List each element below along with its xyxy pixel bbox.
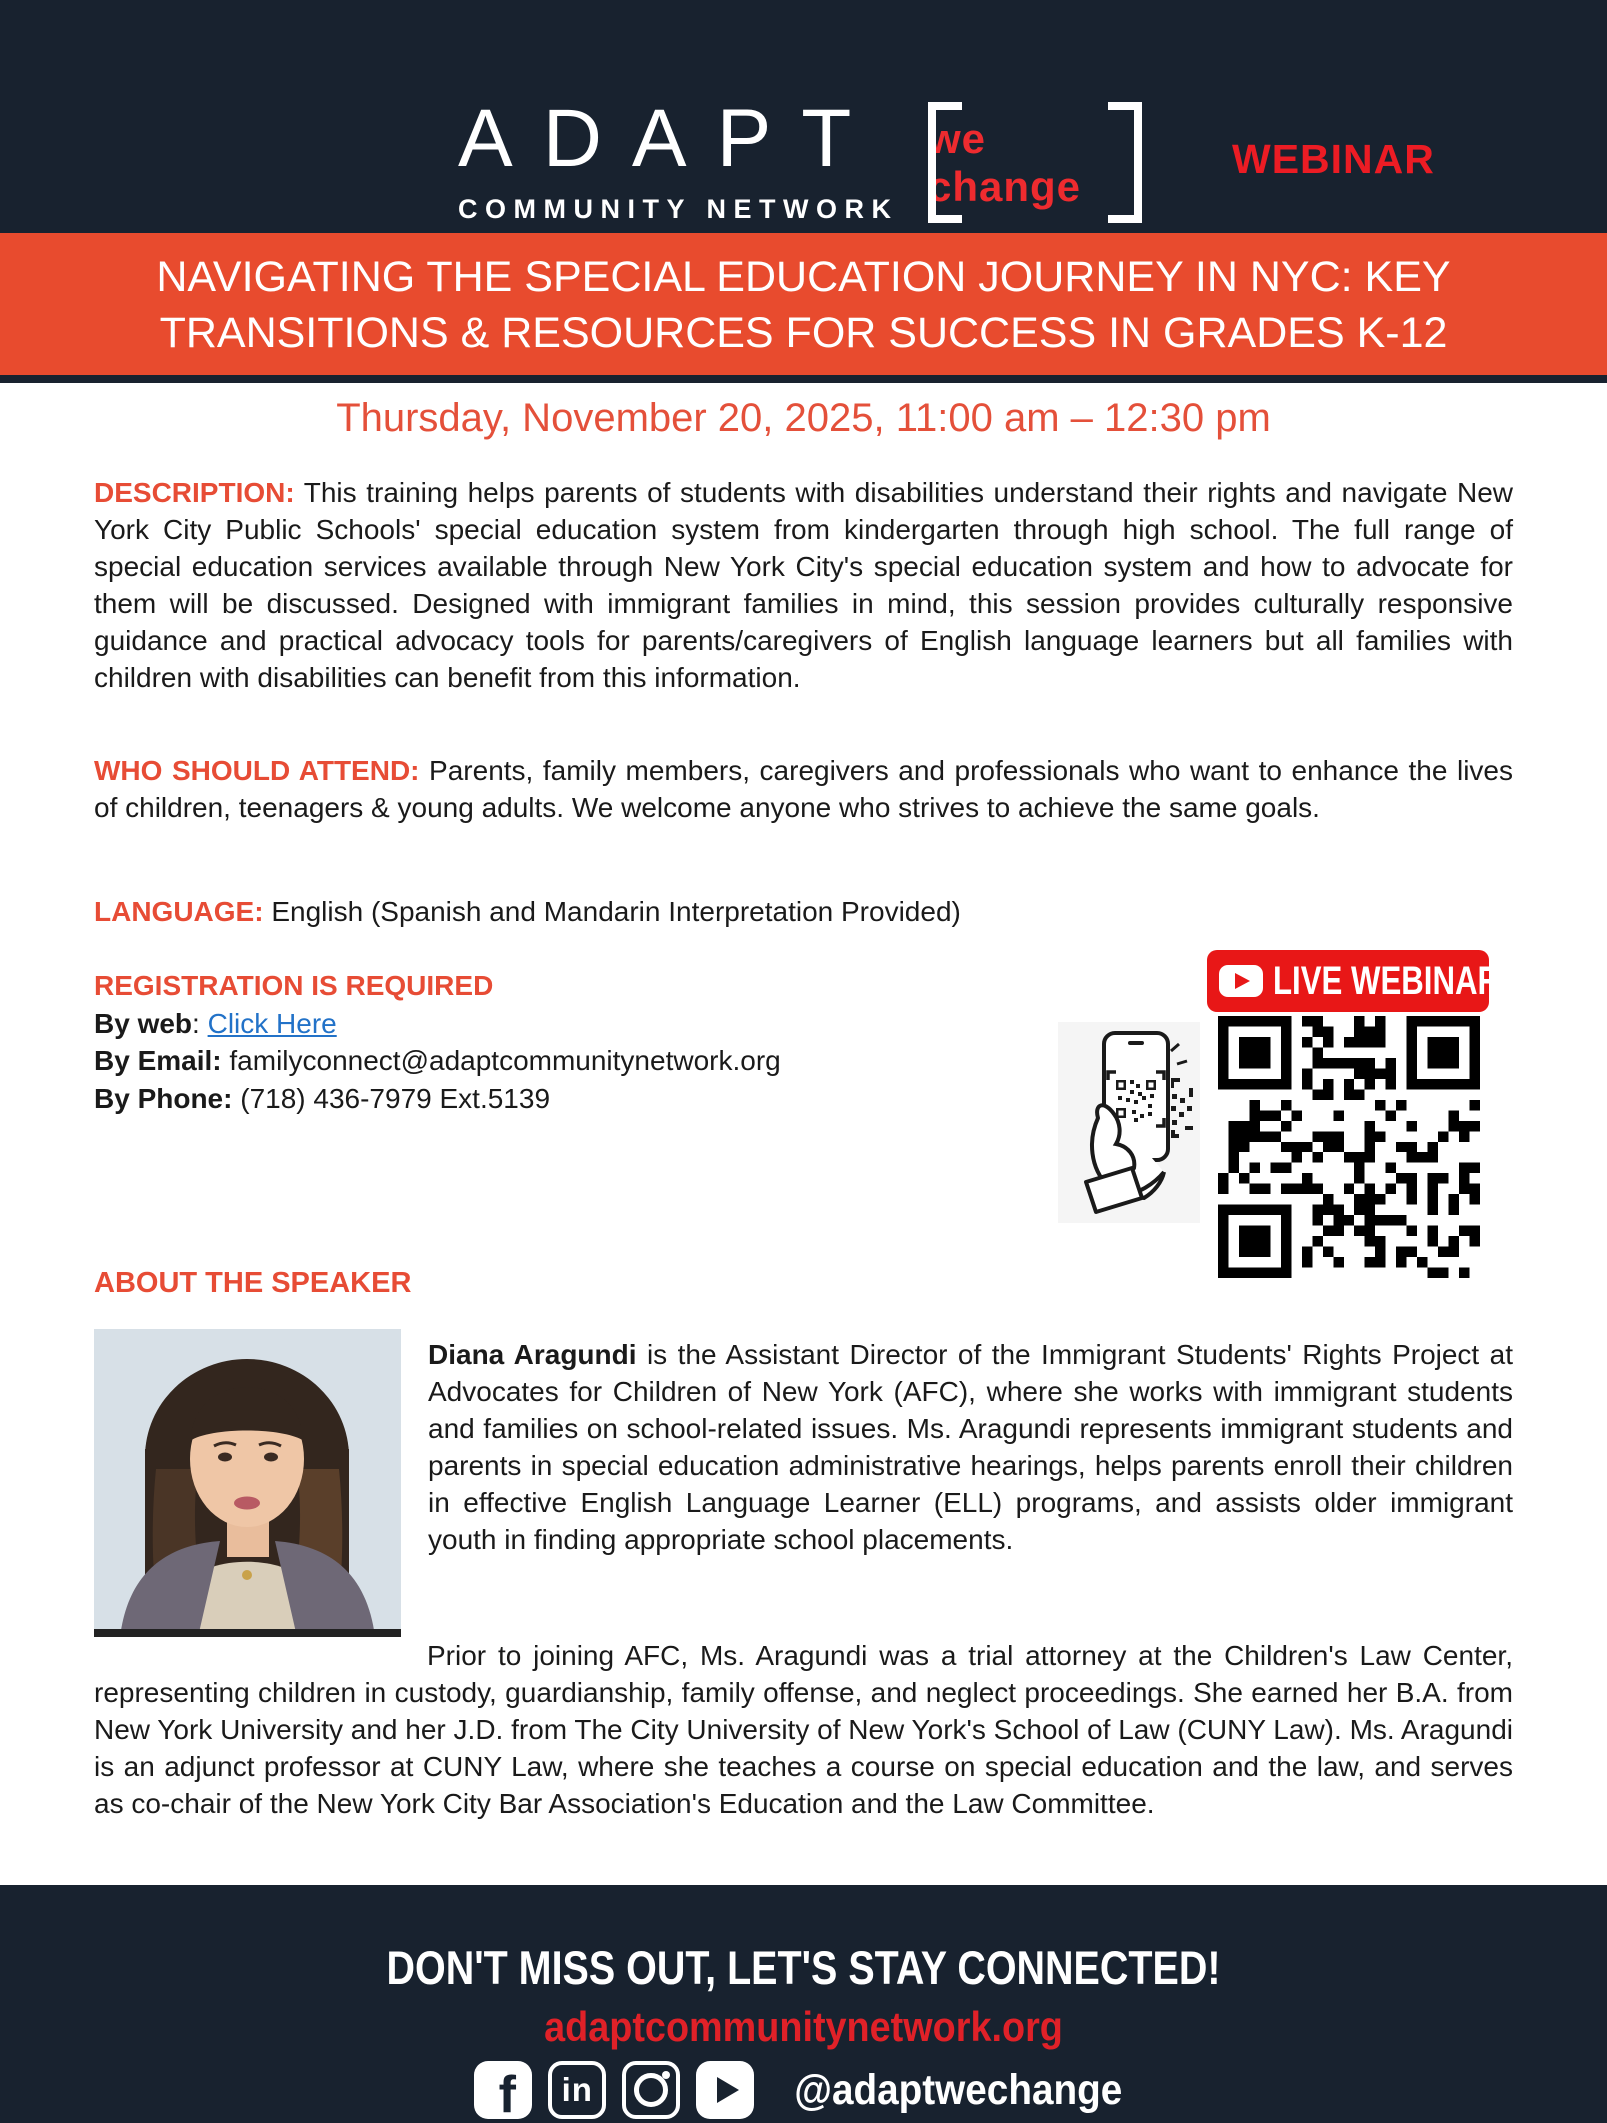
hand-holding-phone-icon [1058,1022,1200,1223]
who-should-attend-text: Parents, family members, caregivers and professionals who want to enhance the lives of children, teenagers & young adults. We welcome anyone who strives to achieve the same goals. [94,755,1513,823]
email-label: By Email: [94,1045,222,1076]
header-bar [0,0,1607,233]
adapt-logo [458,93,899,224]
email-address: familyconnect@adaptcommunitynetwork.org [229,1045,781,1076]
live-webinar-label: LIVE WEBINAR [1273,958,1501,1003]
registration-heading: REGISTRATION IS REQUIRED [94,970,494,1001]
about-speaker-heading: ABOUT THE SPEAKER [94,1267,412,1299]
speaker-portrait-graphic [94,1329,401,1637]
footer-bar [0,1885,1607,2123]
web-label: By web [94,1007,193,1039]
qr-code [1218,1016,1480,1278]
phone-number: (718) 436-7979 Ext.5139 [240,1082,551,1114]
speaker-bio-paragraph-2: Prior to joining AFC, Ms. Aragundi was a trial attorney at the Children's Law Center, representing children in custody, guardianship, family offense, and neglect proceedings. She earned her B.A. from New York University and her J.D. from The City University of New York's School of Law (CUNY Law). Ms. Aragundi is an adjunct professor at CUNY Law, where she teaches a course on special education and the law, and serves as co-chair of the New York City Bar Association's Education and the Law Committee. [94,1640,1513,1819]
adapt-logo-subtitle: COMMUNITY NETWORK [458,194,899,224]
who-should-attend-label: WHO SHOULD ATTEND: [94,755,420,786]
we-change-tagline: we change [928,114,1082,210]
instagram-icon[interactable] [622,2061,680,2119]
speaker-row [94,1329,1513,1558]
language-paragraph [94,893,1513,930]
description-label: DESCRIPTION: [94,477,295,508]
live-webinar-badge [1207,950,1501,1012]
registration-web-line: By web: Click Here [94,1007,337,1039]
speaker-bio-text: is the Assistant Director of the Immigrant Students' Rights Project at Advocates for Children of New York (AFC), where she works with immigrant students and families on school-related issues. Ms. Aragundi represents immigrant students and parents in special education administrative hearings, helps parents enroll their children in effective English Language Learner (ELL) programs, and assists older immigrant youth in finding appropriate school placements. [428,1339,1513,1555]
youtube-icon[interactable] [696,2061,754,2119]
phone-label: By Phone: [94,1082,233,1114]
we-change-bracket-logo [928,102,1142,223]
who-should-attend-paragraph [94,752,1513,826]
footer-website-link[interactable]: adaptcommunitynetwork.org [544,2003,1063,2050]
phone-scan-illustration [1058,1022,1200,1223]
language-label: LANGUAGE: [94,896,264,927]
title-banner [0,233,1607,383]
speaker-name: Diana Aragundi [428,1339,637,1370]
click-here-link[interactable]: Click Here [207,1007,337,1039]
speaker-photo [94,1329,401,1637]
social-handle: @adaptwechange [794,2065,1123,2114]
description-paragraph [94,474,1513,696]
webinar-label: WEBINAR [1232,136,1435,182]
linkedin-icon[interactable]: in [548,2061,606,2119]
event-datetime: Thursday, November 20, 2025, 11:00 am – 12:30 pm [336,396,1271,440]
language-text: English (Spanish and Mandarin Interpretation Provided) [271,896,961,927]
title-line-2: TRANSITIONS & RESOURCES FOR SUCCESS IN GRADES K-12 [159,309,1448,357]
play-icon [1219,965,1263,997]
facebook-icon[interactable]: f [474,2061,532,2119]
qr-code-graphic [1218,1016,1480,1278]
description-text: This training helps parents of students with disabilities understand their rights and navigate New York City Public Schools' special education system from kindergarten through high school. The full range of special education services available through New York City's special education system and how to advocate for them will be discussed. Designed with immigrant families in mind, this session provides culturally responsive guidance and practical advocacy tools for parents/caregivers of English language learners but all families with children with disabilities can benefit from this information. [94,477,1513,693]
adapt-logo-wordmark: ADAPT [458,93,882,184]
title-line-1: NAVIGATING THE SPECIAL EDUCATION JOURNEY IN NYC: KEY [156,253,1451,301]
footer-headline: DON'T MISS OUT, LET'S STAY CONNECTED! [386,1941,1221,1994]
social-row [0,2061,1607,2119]
